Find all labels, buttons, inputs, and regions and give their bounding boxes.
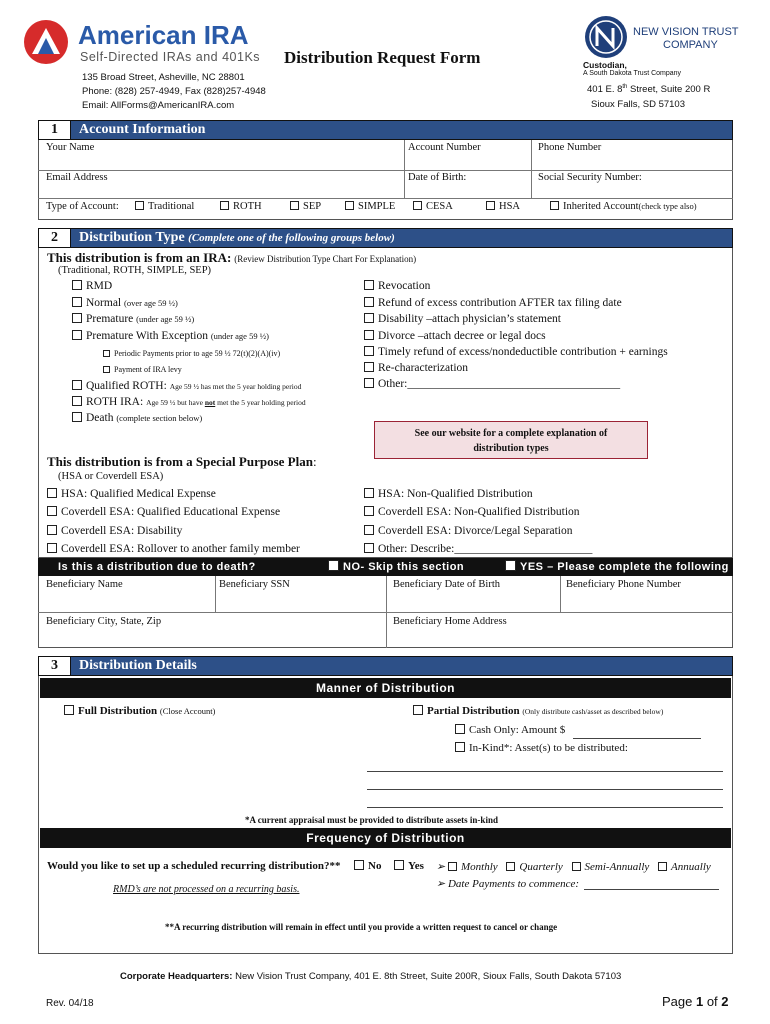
ira-levy[interactable]: Payment of IRA levy [103,365,182,374]
ira-other[interactable]: Other:_____________________________________ [364,378,620,390]
no-option[interactable]: NO- Skip this section [328,558,464,576]
spp-other-checkbox[interactable] [364,543,374,553]
section-1-title: Account Information [79,122,206,137]
type-sep[interactable]: SEP [290,201,321,212]
spp-esa-disability[interactable]: Coverdell ESA: Disability [47,525,182,537]
partial-distribution-checkbox[interactable] [413,705,423,715]
quarterly-checkbox[interactable] [506,862,515,871]
beneficiary-dob-field[interactable]: Beneficiary Date of Birth [393,579,500,590]
ira-premature[interactable]: Premature (under age 59 ½) [72,313,194,325]
semi-checkbox[interactable] [572,862,581,871]
recurring-no[interactable]: No [354,860,381,872]
type-simple[interactable]: SIMPLE [345,201,395,212]
levy-checkbox[interactable] [103,366,110,373]
beneficiary-phone-field[interactable]: Beneficiary Phone Number [566,579,681,590]
beneficiary-ssn-field[interactable]: Beneficiary SSN [219,579,290,590]
ira-revocation[interactable]: Revocation [364,280,430,292]
arrow-icon: ➢ [436,861,446,873]
esa-nonqualified-checkbox[interactable] [364,506,374,516]
spp-esa-qualified[interactable]: Coverdell ESA: Qualified Educational Expense [47,506,280,518]
refund-excess-checkbox[interactable] [364,297,374,307]
yes-option[interactable]: YES – Please complete the following [505,558,729,576]
section-2-title: Distribution Type (Complete one of the following groups below) [79,230,395,245]
in-kind-checkbox[interactable] [455,742,465,752]
ira-types: (Traditional, ROTH, SIMPLE, SEP) [58,265,212,276]
trust-city: Sioux Falls, SD 57103 [591,99,685,110]
spp-heading: This distribution is from a Special Purpose Plan: [47,454,317,469]
death-yes-checkbox[interactable] [505,560,516,571]
esa-divorce-checkbox[interactable] [364,525,374,535]
hsa-checkbox[interactable] [486,201,495,210]
logo-tagline: Self-Directed IRAs and 401Ks [80,50,261,64]
in-kind[interactable]: In-Kind*: Asset(s) to be distributed: [455,742,628,754]
hsa-qualified-checkbox[interactable] [47,488,57,498]
qualified-roth-checkbox[interactable] [72,380,82,390]
section-1-number: 1 [39,121,71,139]
periodic-checkbox[interactable] [103,350,110,357]
date-payments-line[interactable] [584,889,719,890]
company-phone-fax: Phone: (828) 257-4949, Fax (828)257-4948 [82,86,266,97]
american-ira-logo-icon [22,18,70,66]
recurring-no-checkbox[interactable] [354,860,364,870]
revocation-checkbox[interactable] [364,280,374,290]
annually-checkbox[interactable] [658,862,667,871]
ira-heading: This distribution is from an IRA: (Review Distribution Type Chart For Explanation) [47,250,417,265]
ira-timely-refund[interactable]: Timely refund of excess/nondeductible contribution + earnings [364,346,668,358]
full-distribution-checkbox[interactable] [64,705,74,715]
disability-checkbox[interactable] [364,313,374,323]
section-1-header [38,120,733,140]
partial-distribution[interactable]: Partial Distribution (Only distribute cash/asset as described below) [413,705,663,717]
ira-death[interactable]: Death (complete section below) [72,412,202,424]
roth-ira-checkbox[interactable] [72,396,82,406]
dob-field[interactable]: Date of Birth: [408,172,467,183]
recurring-yes[interactable]: Yes [394,860,424,872]
trust-address: 401 E. 8th Street, Suite 200 R [587,84,711,96]
death-question-bar [38,558,733,576]
traditional-checkbox[interactable] [135,201,144,210]
type-traditional[interactable]: Traditional [135,201,194,212]
section-2-number: 2 [39,229,71,247]
ira-periodic-payments[interactable]: Periodic Payments prior to age 59 ½ 72(t)(2)(A)(iv) [103,349,280,358]
premature-exception-checkbox[interactable] [72,330,82,340]
esa-rollover-checkbox[interactable] [47,543,57,553]
beneficiary-address-field[interactable]: Beneficiary Home Address [393,616,507,627]
date-payments[interactable]: ➢ Date Payments to commence: [436,878,580,890]
corporate-hq: Corporate Headquarters: New Vision Trust Company, 401 E. 8th Street, Suite 200R, Sioux Falls, South Dakota 57103 [120,971,622,982]
timely-refund-checkbox[interactable] [364,346,374,356]
monthly-option[interactable]: Monthly [448,861,498,873]
ira-disability[interactable]: Disability –attach physician’s statement [364,313,561,325]
section-2-header [38,228,733,248]
death-no-checkbox[interactable] [328,560,339,571]
type-cesa[interactable]: CESA [413,201,453,212]
frequency-heading: Frequency of Distribution [40,828,731,848]
cash-only-checkbox[interactable] [455,724,465,734]
semi-option[interactable]: Semi-Annually [572,861,650,873]
ira-roth[interactable]: ROTH IRA: Age 59 ½ but have not met the 5 year holding period [72,396,306,408]
rmd-checkbox[interactable] [72,280,82,290]
section-3-title: Distribution Details [79,658,197,673]
other-checkbox[interactable] [364,378,374,388]
divorce-checkbox[interactable] [364,330,374,340]
recurring-note: **A recurring distribution will remain in effect until you provide a written request to cancel or change [165,922,558,932]
quarterly-option[interactable]: Quarterly [506,861,562,873]
section-3-number: 3 [39,657,71,675]
normal-checkbox[interactable] [72,297,82,307]
rmd-note: RMD’s are not processed on a recurring basis. [113,884,300,895]
ira-rmd[interactable]: RMD [72,280,112,292]
death-checkbox[interactable] [72,412,82,422]
spp-types: (HSA or Coverdell ESA) [58,471,164,482]
website-note-box: See our website for a complete explanation of distribution types [374,421,648,459]
death-question: Is this a distribution due to death? [58,561,256,573]
recurring-question: Would you like to set up a scheduled recurring distribution?** [47,860,341,872]
custodian-sub: A South Dakota Trust Company [583,70,682,77]
ira-divorce[interactable]: Divorce –attach decree or legal docs [364,330,546,342]
arrow-icon: ➢ [436,878,446,890]
revision: Rev. 04/18 [46,998,94,1009]
beneficiary-name-field[interactable]: Beneficiary Name [46,579,123,590]
beneficiary-city-field[interactable]: Beneficiary City, State, Zip [46,616,162,627]
spp-esa-divorce[interactable]: Coverdell ESA: Divorce/Legal Separation [364,525,572,537]
premature-checkbox[interactable] [72,313,82,323]
esa-disability-checkbox[interactable] [47,525,57,535]
appraisal-note: *A current appraisal must be provided to distribute assets in-kind [245,815,498,825]
manner-heading: Manner of Distribution [40,678,731,698]
simple-checkbox[interactable] [345,201,354,210]
spp-hsa-qualified[interactable]: HSA: Qualified Medical Expense [47,488,216,500]
frequency-options [436,860,711,873]
ira-refund-excess[interactable]: Refund of excess contribution AFTER tax filing date [364,297,622,309]
logo-brand: American IRA [78,20,249,50]
cash-only[interactable]: Cash Only: Amount $ [455,724,565,736]
custodian-label: Custodian, [583,60,627,70]
inherited-checkbox[interactable] [550,201,559,210]
ira-qualified-roth[interactable]: Qualified ROTH: Age 59 ½ has met the 5 year holding period [72,380,301,392]
esa-qualified-checkbox[interactable] [47,506,57,516]
in-kind-line-2[interactable] [367,789,723,790]
monthly-checkbox[interactable] [448,862,457,871]
company-address: 135 Broad Street, Asheville, NC 28801 [82,72,245,83]
type-inherited[interactable]: Inherited Account(check type also) [550,201,697,212]
cash-amount-line[interactable] [573,738,701,739]
your-name-field[interactable]: Your Name [46,142,95,153]
ira-recharacterization[interactable]: Re-characterization [364,362,468,374]
roth-checkbox[interactable] [220,201,229,210]
type-roth[interactable]: ROTH [220,201,262,212]
trust-name-line2: COMPANY [663,39,718,51]
full-distribution[interactable]: Full Distribution (Close Account) [64,705,215,717]
form-title: Distribution Request Form [284,48,481,67]
account-number-field[interactable]: Account Number [408,142,481,153]
recurring-yes-checkbox[interactable] [394,860,404,870]
email-address-field[interactable]: Email Address [46,172,108,183]
in-kind-line-1[interactable] [367,771,723,772]
cesa-checkbox[interactable] [413,201,422,210]
sep-checkbox[interactable] [290,201,299,210]
annually-option[interactable]: Annually [658,861,711,873]
ssn-field[interactable]: Social Security Number: [538,172,642,183]
recharacterization-checkbox[interactable] [364,362,374,372]
new-vision-logo-icon [583,14,629,60]
spp-esa-nonqualified[interactable]: Coverdell ESA: Non-Qualified Distribution [364,506,580,518]
trust-name-line1: NEW VISION TRUST [633,26,739,38]
american-ira-logo [22,18,262,68]
company-email: Email: AllForms@AmericanIRA.com [82,100,235,111]
spp-hsa-nonqualified[interactable]: HSA: Non-Qualified Distribution [364,488,533,500]
in-kind-line-3[interactable] [367,807,723,808]
type-hsa[interactable]: HSA [486,201,520,212]
hsa-nonqualified-checkbox[interactable] [364,488,374,498]
ira-normal[interactable]: Normal (over age 59 ½) [72,297,178,309]
section-3-header [38,656,733,676]
spp-esa-rollover[interactable]: Coverdell ESA: Rollover to another family member [47,543,300,555]
account-type-label: Type of Account: [46,201,119,212]
ira-premature-exception[interactable]: Premature With Exception (under age 59 ½) [72,330,269,342]
page-number: Page 1 of 2 [662,994,729,1009]
phone-number-field[interactable]: Phone Number [538,142,602,153]
spp-other[interactable]: Other: Describe:________________________ [364,543,592,555]
